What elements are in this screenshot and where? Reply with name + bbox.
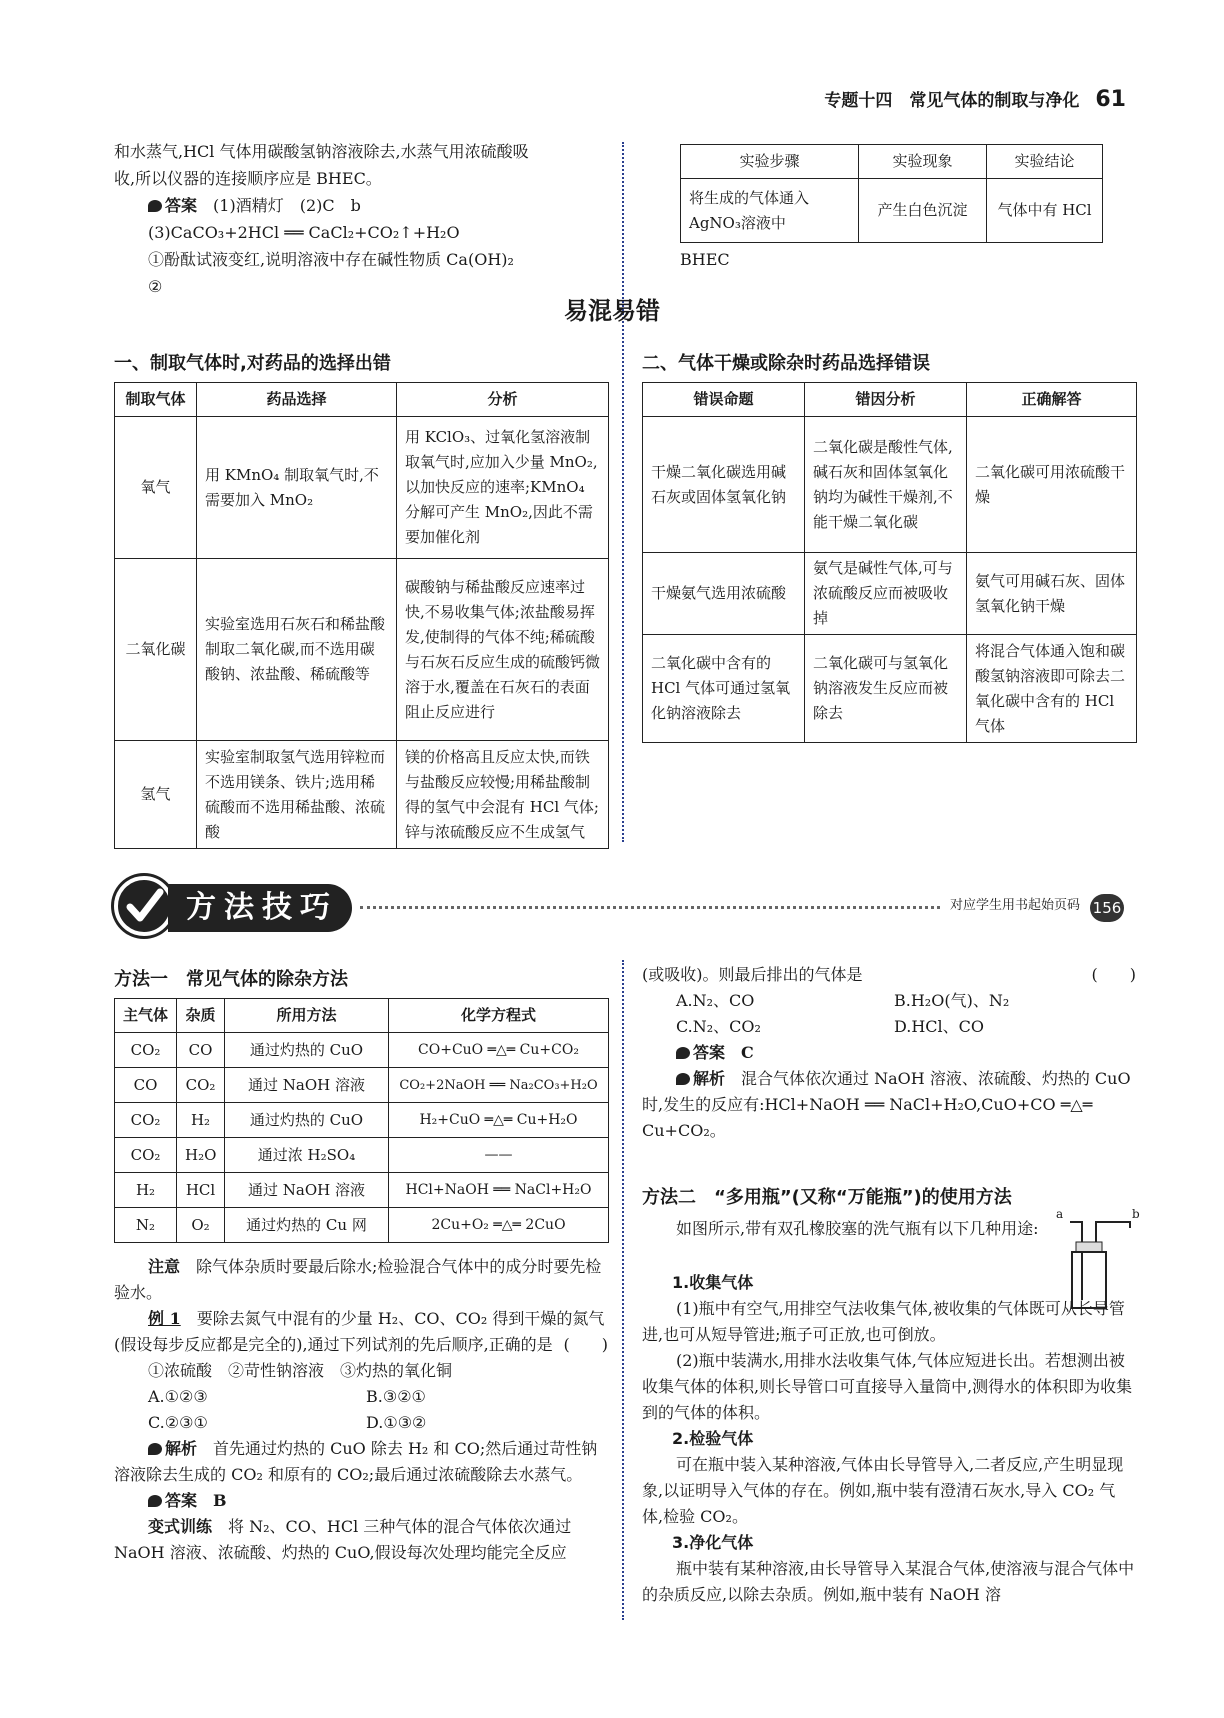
table-cell: O₂ [177, 1208, 225, 1243]
table-cell: 产生白色沉淀 [859, 179, 987, 243]
section-title: 易混易错 [564, 297, 660, 325]
table-cell: CO₂+2NaOH ══ Na₂CO₃+H₂O [389, 1068, 609, 1103]
table-cell: 氨气是碱性气体,可与浓硫酸反应而被吸收掉 [805, 553, 967, 635]
table-cell: CO [115, 1068, 177, 1103]
table-cell: 将生成的气体通入AgNO₃溶液中 [681, 179, 859, 243]
table-header: 化学方程式 [389, 999, 609, 1033]
table-cell: 通过灼热的 CuO [225, 1103, 389, 1138]
analysis-label: 解析 [165, 1439, 198, 1458]
answer-icon [148, 200, 162, 212]
paragraph: 瓶中装有某种溶液,由长导管导入某混合气体,使溶液与混合气体中的杂质反应,以除去杂质。例如,瓶中装有 NaOH 溶 [642, 1559, 1135, 1604]
page-number: 61 [1095, 87, 1126, 112]
table-cell: 用 KClO₃、过氧化氢溶液制取氧气时,应加入少量 MnO₂,以加快反应的速率;KMnO₄ 分解可产生 MnO₂,因此不需要加催化剂 [397, 417, 609, 559]
table-header: 正确解答 [967, 383, 1137, 417]
table-cell: CO [177, 1033, 225, 1068]
table-cell: H₂ [177, 1103, 225, 1138]
option-a: A.①②③ [148, 1387, 208, 1406]
top-right-text: BHEC [680, 250, 730, 269]
method2-intro: 如图所示,带有双孔橡胶塞的洗气瓶有以下几种用途: [676, 1219, 1039, 1238]
table-header: 杂质 [177, 999, 225, 1033]
table-cell: 二氧化碳是酸性气体,碱石灰和固体氢氧化钠均为碱性干燥剂,不能干燥二氧化碳 [805, 417, 967, 553]
table-cell: 用 KMnO₄ 制取氧气时,不需要加入 MnO₂ [197, 417, 397, 559]
drying-error-table [642, 382, 1137, 743]
table-cell: 氨气可用碱石灰、固体氢氧化钠干燥 [967, 553, 1137, 635]
table-cell: CO₂ [115, 1138, 177, 1173]
answer-blank: ( ) [1091, 965, 1136, 984]
table-cell: 通过 NaOH 溶液 [225, 1068, 389, 1103]
answer-tag: 答案 [148, 196, 197, 215]
text-line: ①酚酞试液变红,说明溶液中存在碱性物质 Ca(OH)₂ [148, 250, 514, 269]
method2-body [642, 1270, 1136, 1608]
table-cell: 氧气 [115, 417, 197, 559]
variant-label: 变式训练 [148, 1517, 213, 1536]
table-cell: CO₂ [115, 1103, 177, 1138]
text-line: (1)酒精灯 (2)C b [213, 196, 361, 215]
checkmark-icon [114, 876, 174, 936]
table-cell: 二氧化碳中含有的 HCl 气体可通过氢氧化钠溶液除去 [643, 635, 805, 743]
experiment-table [680, 144, 1103, 243]
option-c: C.②③① [148, 1413, 208, 1432]
table-header: 主气体 [115, 999, 177, 1033]
example-label: 例 1 [148, 1309, 181, 1328]
banner-title: 方法技巧 [168, 884, 352, 932]
table-cell: H₂+CuO ═△═ Cu+H₂O [389, 1103, 609, 1138]
tube-label-a: a [1056, 1207, 1064, 1221]
answer-blank: ( ) [563, 1335, 608, 1354]
table-cell: 气体中有 HCl [987, 179, 1103, 243]
paragraph: (1)瓶中有空气,用排空气法收集气体,被收集的气体既可从长导管进,也可从短导管进;瓶子可正放,也可倒放。 [642, 1299, 1125, 1344]
table-cell: HCl [177, 1173, 225, 1208]
example-text: 要除去氮气中混有的少量 H₂、CO、CO₂ 得到干燥的氮气(假设每步反应都是完全的),通过下列试剂的先后顺序,正确的是 [114, 1309, 605, 1354]
analysis-label: 解析 [693, 1069, 726, 1088]
table-cell: 干燥氨气选用浓硫酸 [643, 553, 805, 635]
text-line: 和水蒸气,HCl 气体用碳酸氢钠溶液除去,水蒸气用浓硫酸吸 [114, 142, 529, 161]
analysis-text: 混合气体依次通过 NaOH 溶液、浓硫酸、灼热的 CuO 时,发生的反应有:HCl+NaOH ══ NaCl+H₂O,CuO+CO ═△═ Cu+CO₂。 [642, 1069, 1131, 1140]
method2-title: 方法二 “多用瓶”(又称“万能瓶”)的使用方法 [642, 1187, 1012, 1208]
table-header: 药品选择 [197, 383, 397, 417]
answer-icon [148, 1495, 162, 1507]
method1-body: 注意 除气体杂质时要最后除水;检验混合气体中的成分时要先检验水。 例 1 要除去氮气中混有的少量 H₂、CO、CO₂ 得到干燥的氮气(假设每步反应都是完全的),通过下列试剂的先后顺序,正确的是 ( ) ①浓硫酸 ②苛性钠溶液 ③灼热的氧化铜 A.①②③ B.③②① C.②③① D.①③② 解析 首先通过灼热的 CuO 除去 H₂ 和 CO;然后通过苛性钠溶液除去生成的 CO₂ 和原有的 CO₂;最后通过浓硫酸除去水蒸气。 答案 B 变式训练 将 N₂、CO、HCl 三种气体的混合气体依次通过 NaOH 溶液、浓硫酸、灼热的 CuO,假设每次处理均能完全反应 [114, 1257, 608, 1562]
reagent-error-table [114, 382, 609, 849]
options-line: ①浓硫酸 ②苛性钠溶液 ③灼热的氧化铜 [148, 1361, 453, 1380]
note-text: 除气体杂质时要最后除水;检验混合气体中的成分时要先检验水。 [114, 1257, 602, 1302]
table-cell: 2Cu+O₂ ═△═ 2CuO [389, 1208, 609, 1243]
page-header [824, 86, 1126, 115]
table-header: 分析 [397, 383, 609, 417]
banner-dotted-line [360, 906, 940, 909]
table-cell: 碳酸钠与稀盐酸反应速率过快,不易收集气体;浓盐酸易挥发,使制得的气体不纯;稀硫酸与石灰石反应生成的硫酸钙微溶于水,覆盖在石灰石的表面阻止反应进行 [397, 559, 609, 741]
variant-text: 将 N₂、CO、HCl 三种气体的混合气体依次通过 NaOH 溶液、浓硫酸、灼热的 CuO,假设每次处理均能完全反应 [114, 1517, 572, 1562]
right-bottom-body: (或吸收)。则最后排出的气体是 ( ) A.N₂、CO B.H₂O(气)、N₂ C.N₂、CO₂ D.HCl、CO 答案 C 解析 混合气体依次通过 NaOH 溶液、浓硫酸、灼热的 CuO 时,发生的反应有:HCl+NaOH ══ NaCl+H₂O,CuO+CO ═△═ Cu+CO₂。 [642, 962, 1136, 1144]
table-cell: CO₂ [177, 1068, 225, 1103]
table-cell: 氢气 [115, 741, 197, 849]
table-header: 错因分析 [805, 383, 967, 417]
table-cell: H₂ [115, 1173, 177, 1208]
table-header: 制取气体 [115, 383, 197, 417]
table-cell: HCl+NaOH ══ NaCl+H₂O [389, 1173, 609, 1208]
table-cell: 通过 NaOH 溶液 [225, 1173, 389, 1208]
column-divider-top [622, 142, 624, 842]
text-line: (3)CaCO₃+2HCl ══ CaCl₂+CO₂↑+H₂O [148, 223, 460, 242]
tube-label-b: b [1132, 1207, 1140, 1221]
table-cell: 通过灼热的 CuO [225, 1033, 389, 1068]
header-title: 专题十四 常见气体的制取与净化 [824, 91, 1080, 111]
table-header: 实验现象 [859, 145, 987, 179]
analysis-text: 首先通过灼热的 CuO 除去 H₂ 和 CO;然后通过苛性钠溶液除去生成的 CO₂ 和原有的 CO₂;最后通过浓硫酸除去水蒸气。 [114, 1439, 598, 1484]
option-b: B.H₂O(气)、N₂ [894, 991, 1010, 1010]
analysis-icon [148, 1443, 162, 1455]
option-c: C.N₂、CO₂ [676, 1017, 761, 1036]
table-cell: 实验室选用石灰石和稀盐酸制取二氧化碳,而不选用碳酸钠、浓盐酸、稀硫酸等 [197, 559, 397, 741]
text-line: ② [148, 277, 163, 296]
analysis-icon [676, 1073, 690, 1085]
paragraph: 可在瓶中装入某种溶液,气体由长导管导入,二者反应,产生明显现象,以证明导入气体的存在。例如,瓶中装有澄清石灰水,导入 CO₂ 气体,检验 CO₂。 [642, 1455, 1124, 1526]
table-cell: 通过灼热的 Cu 网 [225, 1208, 389, 1243]
paragraph: (2)瓶中装满水,用排水法收集气体,气体应短进长出。若想测出被收集气体的体积,则长导管口可直接导入量筒中,测得水的体积即为收集到的气体的体积。 [642, 1351, 1133, 1422]
subsection-heading: 3.净化气体 [672, 1533, 754, 1552]
question-continuation: (或吸收)。则最后排出的气体是 [642, 965, 863, 984]
answer-value: C [741, 1043, 754, 1062]
banner-note: 对应学生用书起始页码 [950, 898, 1081, 913]
left-subheading: 一、制取气体时,对药品的选择出错 [114, 353, 391, 374]
table-cell: 镁的价格高且反应太快,而铁与盐酸反应较慢;用稀盐酸制得的氢气中会混有 HCl 气体;锌与浓硫酸反应不生成氢气 [397, 741, 609, 849]
answer-value: B [213, 1491, 227, 1510]
table-header: 错误命题 [643, 383, 805, 417]
table-cell: H₂O [177, 1138, 225, 1173]
table-cell: CO₂ [115, 1033, 177, 1068]
table-cell: 二氧化碳 [115, 559, 197, 741]
start-page-badge: 156 [1090, 894, 1124, 922]
table-cell: 二氧化碳可与氢氧化钠溶液发生反应而被除去 [805, 635, 967, 743]
table-header: 实验步骤 [681, 145, 859, 179]
table-cell: 将混合气体通入饱和碳酸氢钠溶液即可除去二氧化碳中含有的 HCl 气体 [967, 635, 1137, 743]
text-line: 收,所以仪器的连接顺序应是 BHEC。 [114, 169, 382, 188]
table-cell: 干燥二氧化碳选用碱石灰或固体氢氧化钠 [643, 417, 805, 553]
impurity-removal-table [114, 998, 609, 1243]
option-b: B.③②① [366, 1387, 426, 1406]
table-cell: 二氧化碳可用浓硫酸干燥 [967, 417, 1137, 553]
subsection-heading: 1.收集气体 [672, 1273, 754, 1292]
table-cell: 通过浓 H₂SO₄ [225, 1138, 389, 1173]
answer-icon [676, 1047, 690, 1059]
option-d: D.①③② [366, 1413, 427, 1432]
subsection-heading: 2.检验气体 [672, 1429, 754, 1448]
table-cell: N₂ [115, 1208, 177, 1243]
option-a: A.N₂、CO [676, 991, 755, 1010]
method1-title: 方法一 常见气体的除杂方法 [114, 969, 348, 990]
note-label: 注意 [148, 1257, 181, 1276]
top-left-text [114, 138, 610, 300]
table-cell: —— [389, 1138, 609, 1173]
table-cell: 实验室制取氢气选用锌粒而不选用镁条、铁片;选用稀硫酸而不选用稀盐酸、浓硫酸 [197, 741, 397, 849]
option-d: D.HCl、CO [894, 1017, 985, 1036]
right-subheading: 二、气体干燥或除杂时药品选择错误 [642, 353, 930, 374]
table-header: 所用方法 [225, 999, 389, 1033]
table-cell: CO+CuO ═△═ Cu+CO₂ [389, 1033, 609, 1068]
column-divider-bottom [622, 960, 624, 1620]
table-header: 实验结论 [987, 145, 1103, 179]
